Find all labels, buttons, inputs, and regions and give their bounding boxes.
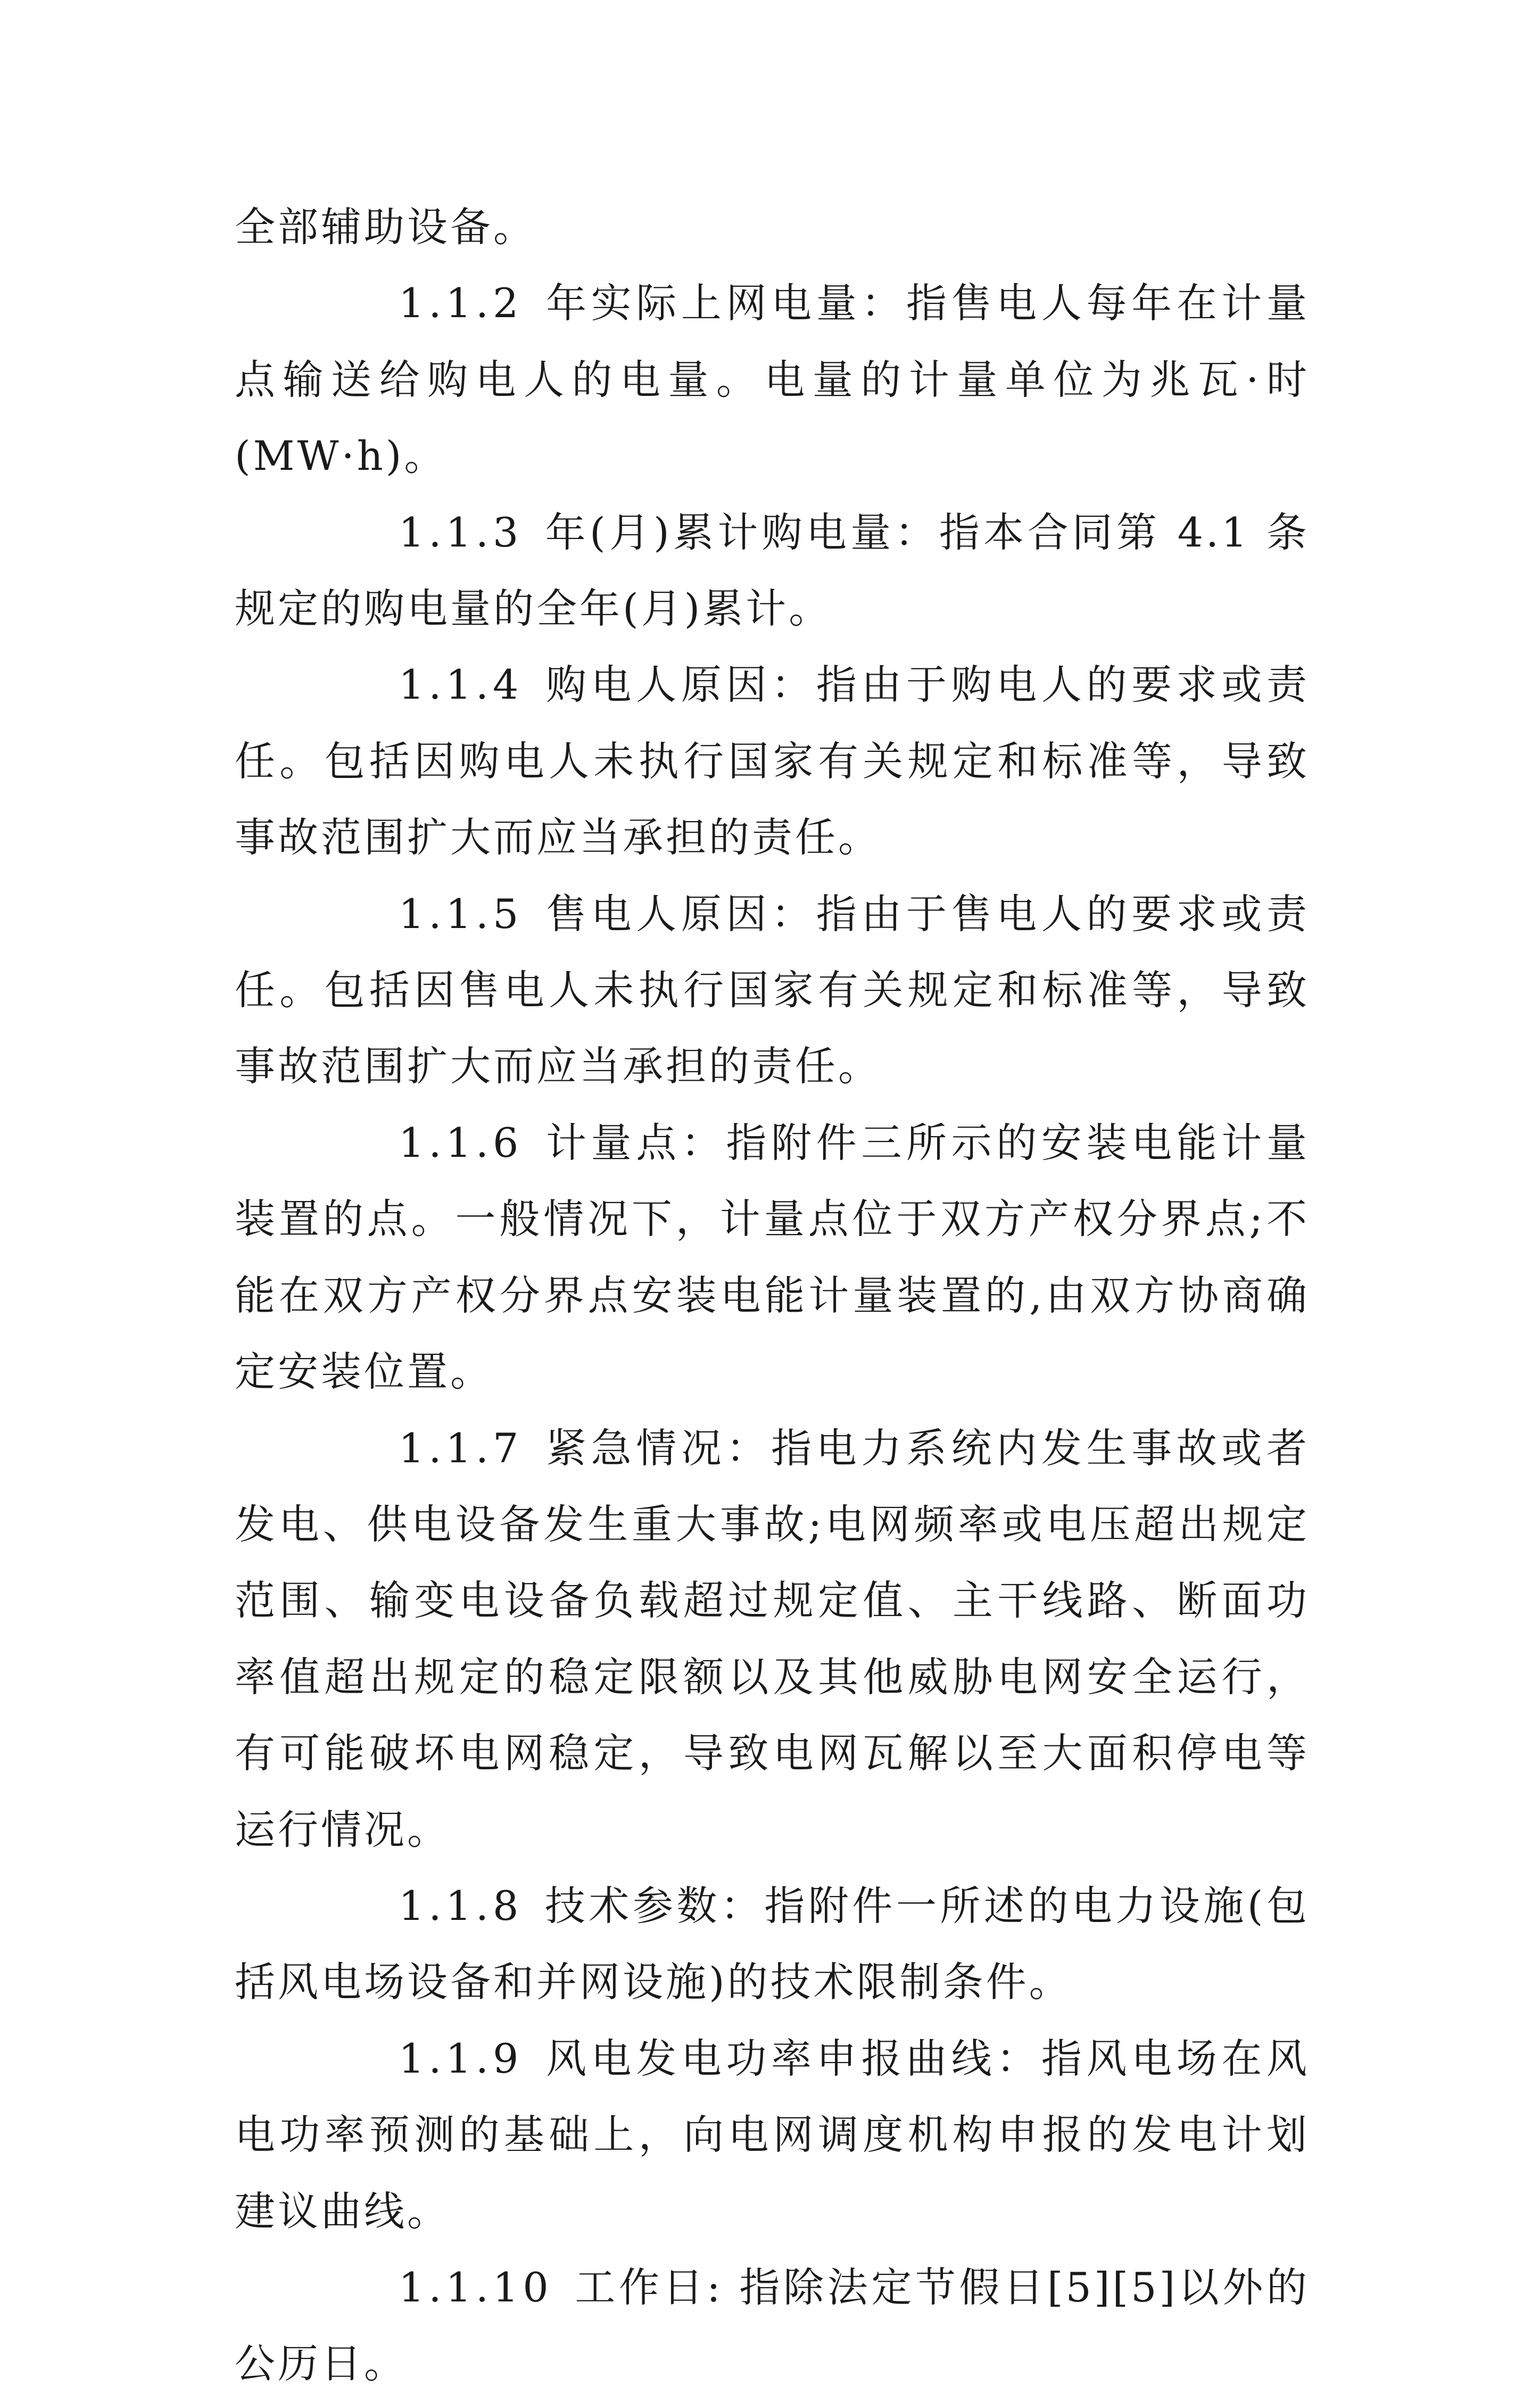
clause-number: 1.1.10 bbox=[399, 2263, 553, 2311]
clause-1-1-7 bbox=[235, 1410, 1310, 1868]
clause-1-1-5 bbox=[235, 876, 1310, 1105]
clause-text: 工作日: 指除法定节假日[5][5]以外的公历日。 bbox=[235, 2263, 1310, 2388]
document-body bbox=[235, 189, 1310, 2402]
clause-text: 购电人原因：指由于购电人的要求或责任。包括因购电人未执行国家有关规定和标准等，导致事故范围扩大而应当承担的责任。 bbox=[235, 661, 1310, 862]
paragraph-continuation bbox=[235, 189, 1310, 265]
clause-number: 1.1.5 bbox=[399, 890, 523, 938]
clause-1-1-3 bbox=[235, 494, 1310, 647]
clause-1-1-2 bbox=[235, 265, 1310, 494]
clause-text: 售电人原因：指由于售电人的要求或责任。包括因售电人未执行国家有关规定和标准等，导致事故范围扩大而应当承担的责任。 bbox=[235, 890, 1310, 1090]
clause-text: 风电发电功率申报曲线：指风电场在风电功率预测的基础上，向电网调度机构申报的发电计划建议曲线。 bbox=[235, 2034, 1310, 2235]
clause-1-1-9 bbox=[235, 2020, 1310, 2249]
clause-number: 1.1.2 bbox=[399, 279, 523, 327]
clause-number: 1.1.3 bbox=[399, 508, 523, 556]
clause-1-1-10 bbox=[235, 2249, 1310, 2402]
clause-text: 年实际上网电量：指售电人每年在计量点输送给购电人的电量。电量的计量单位为兆瓦·时(MW·h)。 bbox=[235, 279, 1310, 480]
clause-number: 1.1.9 bbox=[399, 2034, 523, 2082]
clause-text: 紧急情况：指电力系统内发生事故或者发电、供电设备发生重大事故;电网频率或电压超出规定范围、输变电设备负载超过规定值、主干线路、断面功率值超出规定的稳定限额以及其他威胁电网安全运行，有可能破坏电网稳定，导致电网瓦解以至大面积停电等运行情况。 bbox=[235, 1424, 1310, 1853]
clause-1-1-6 bbox=[235, 1105, 1310, 1410]
clause-number: 1.1.7 bbox=[399, 1424, 523, 1472]
clause-text: 年(月)累计购电量：指本合同第 4.1 条规定的购电量的全年(月)累计。 bbox=[235, 508, 1310, 633]
clause-text: 技术参数：指附件一所述的电力设施(包括风电场设备和并网设施)的技术限制条件。 bbox=[235, 1882, 1310, 2006]
paragraph-text: 全部辅助设备。 bbox=[235, 203, 536, 251]
clause-text: 计量点：指附件三所示的安装电能计量装置的点。一般情况下，计量点位于双方产权分界点;不能在双方产权分界点安装电能计量装置的,由双方协商确定安装位置。 bbox=[235, 1119, 1310, 1396]
clause-number: 1.1.4 bbox=[399, 661, 523, 709]
clause-1-1-4 bbox=[235, 647, 1310, 875]
clause-1-1-8 bbox=[235, 1868, 1310, 2020]
clause-number: 1.1.6 bbox=[399, 1119, 523, 1166]
clause-number: 1.1.8 bbox=[399, 1882, 523, 1929]
